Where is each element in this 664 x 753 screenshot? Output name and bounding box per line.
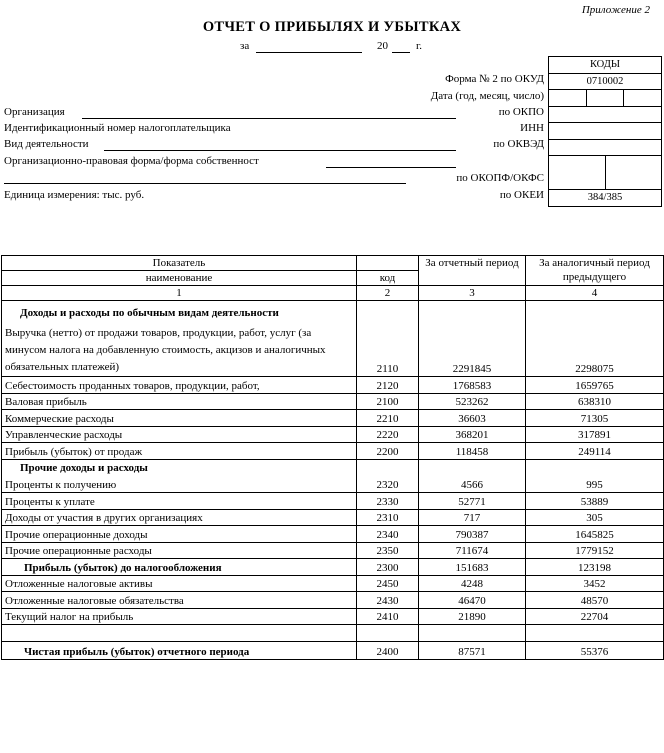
row-code: 2450 (357, 575, 419, 592)
col-num-4: 4 (526, 286, 664, 301)
table-row (2, 608, 664, 625)
row-name: Прочие операционные расходы (2, 542, 357, 559)
col-num-2: 2 (357, 286, 419, 301)
legal-form-label: Организационно-правовая форма/форма собственност (4, 155, 259, 167)
row-name: Текущий налог на прибыль (2, 608, 357, 625)
revenue-code: 2110 (357, 320, 419, 377)
row-previous: 1779152 (526, 542, 664, 559)
row-code: 2200 (357, 443, 419, 460)
report-title: ОТЧЕТ О ПРИБЫЛЯХ И УБЫТКАХ (202, 19, 462, 35)
table-row-empty (2, 625, 664, 642)
unit-label: Единица измерения: тыс. руб. (4, 189, 145, 201)
section-ordinary-heading: Доходы и расходы по обычным видам деятельности (2, 301, 357, 321)
row-code: 2430 (357, 592, 419, 609)
row-name: Отложенные налоговые обязательства (2, 592, 357, 609)
inn-cell (549, 123, 661, 140)
table-row (2, 542, 664, 559)
pretax-code: 2300 (357, 559, 419, 576)
table-row (2, 477, 664, 493)
row-current: 790387 (419, 526, 526, 543)
header-current: За отчетный период (419, 256, 526, 286)
net-current: 87571 (419, 641, 526, 659)
activity-field[interactable] (104, 150, 456, 151)
header-indicator-text: Показатель (152, 257, 206, 269)
row-code: 2340 (357, 526, 419, 543)
row-code: 2320 (357, 477, 419, 493)
appendix-label: Приложение 2 (581, 4, 650, 16)
row-name: Прибыль (убыток) от продаж (2, 443, 357, 460)
row-code: 2220 (357, 426, 419, 443)
header-code: код (357, 271, 419, 286)
inn-field-label: Идентификационный номер налогоплательщика (4, 122, 231, 134)
row-previous: 3452 (526, 575, 664, 592)
table-row (2, 575, 664, 592)
row-code: 2410 (357, 608, 419, 625)
row-name: Прочие операционные доходы (2, 526, 357, 543)
row-current: 4566 (419, 477, 526, 493)
period-prefix: за (240, 40, 250, 52)
row-previous: 317891 (526, 426, 664, 443)
row-name: Валовая прибыль (2, 393, 357, 410)
section-other-heading: Прочие доходы и расходы (2, 459, 357, 477)
okopf-cells (549, 156, 661, 190)
codes-header: КОДЫ (549, 57, 661, 74)
pretax-previous: 123198 (526, 559, 664, 576)
row-current: 4248 (419, 575, 526, 592)
table-row (2, 410, 664, 427)
row-previous: 995 (526, 477, 664, 493)
row-current: 52771 (419, 493, 526, 510)
row-current: 46470 (419, 592, 526, 609)
row-previous: 53889 (526, 493, 664, 510)
period-year-prefix: 20 (377, 40, 388, 52)
row-previous: 1659765 (526, 377, 664, 394)
okud-code: 0710002 (549, 74, 661, 91)
period-underline (256, 52, 362, 53)
row-name: Проценты к уплате (2, 493, 357, 510)
okud-label: Форма № 2 по ОКУД (445, 73, 544, 85)
okei-label: по ОКЕИ (499, 189, 544, 201)
period-year-suffix: г. (416, 40, 423, 52)
row-current: 118458 (419, 443, 526, 460)
okei-code: 384/385 (549, 190, 661, 207)
legal-form-field[interactable] (326, 167, 456, 168)
organization-label: Организация (4, 106, 65, 118)
codes-box (548, 56, 662, 207)
table-row (2, 377, 664, 394)
row-code: 2120 (357, 377, 419, 394)
row-code: 2310 (357, 509, 419, 526)
row-name: Отложенные налоговые активы (2, 575, 357, 592)
row-previous: 48570 (526, 592, 664, 609)
row-previous: 71305 (526, 410, 664, 427)
header-name: наименование (2, 271, 357, 286)
okpo-label: по ОКПО (498, 106, 544, 118)
table-row-net (2, 641, 664, 659)
pretax-name: Прибыль (убыток) до налогообложения (2, 559, 357, 576)
table-row (2, 493, 664, 510)
row-current: 711674 (419, 542, 526, 559)
row-name: Проценты к получению (2, 477, 357, 493)
row-code: 2350 (357, 542, 419, 559)
row-current: 1768583 (419, 377, 526, 394)
header-code-top (357, 256, 419, 271)
header-previous: За аналогичный период предыдущего (526, 256, 664, 286)
row-current: 36603 (419, 410, 526, 427)
row-code: 2330 (357, 493, 419, 510)
okopf-label: по ОКОПФ/ОКФС (456, 172, 544, 184)
okpo-cell (549, 107, 661, 124)
date-label: Дата (год, месяц, число) (430, 90, 544, 102)
pretax-current: 151683 (419, 559, 526, 576)
row-name: Себестоимость проданных товаров, продукции, работ, (2, 377, 357, 394)
row-previous: 22704 (526, 608, 664, 625)
revenue-previous: 2298075 (526, 320, 664, 377)
table-row (2, 393, 664, 410)
col-num-1: 1 (2, 286, 357, 301)
legal-form-field-line2[interactable] (4, 183, 406, 184)
year-underline (392, 52, 410, 53)
net-previous: 55376 (526, 641, 664, 659)
row-current: 717 (419, 509, 526, 526)
row-previous: 1645825 (526, 526, 664, 543)
row-name: Коммерческие расходы (2, 410, 357, 427)
inn-label: ИНН (520, 122, 544, 134)
income-statement-table (1, 255, 664, 660)
row-name: Управленческие расходы (2, 426, 357, 443)
revenue-current: 2291845 (419, 320, 526, 377)
row-previous: 638310 (526, 393, 664, 410)
revenue-name: Выручка (нетто) от продажи товаров, продукции, работ, услуг (за минусом налога на добавленную стоимость, акцизов и аналогичных обязательных платежей) (2, 320, 357, 377)
row-code: 2210 (357, 410, 419, 427)
table-row (2, 526, 664, 543)
activity-label: Вид деятельности (4, 138, 89, 150)
table-row (2, 592, 664, 609)
col-num-3: 3 (419, 286, 526, 301)
net-name: Чистая прибыль (убыток) отчетного периода (2, 641, 357, 659)
row-previous: 305 (526, 509, 664, 526)
table-row (2, 443, 664, 460)
table-row-pretax (2, 559, 664, 576)
row-current: 21890 (419, 608, 526, 625)
row-current: 368201 (419, 426, 526, 443)
okved-cell (549, 140, 661, 157)
okved-label: по ОКВЭД (493, 138, 544, 150)
row-previous: 249114 (526, 443, 664, 460)
row-code: 2100 (357, 393, 419, 410)
table-row (2, 426, 664, 443)
date-cells (549, 90, 661, 107)
table-row (2, 509, 664, 526)
table-row-revenue (2, 320, 664, 377)
header-indicator (2, 256, 357, 271)
row-name: Доходы от участия в других организациях (2, 509, 357, 526)
row-current: 523262 (419, 393, 526, 410)
organization-field[interactable] (82, 118, 456, 119)
net-code: 2400 (357, 641, 419, 659)
